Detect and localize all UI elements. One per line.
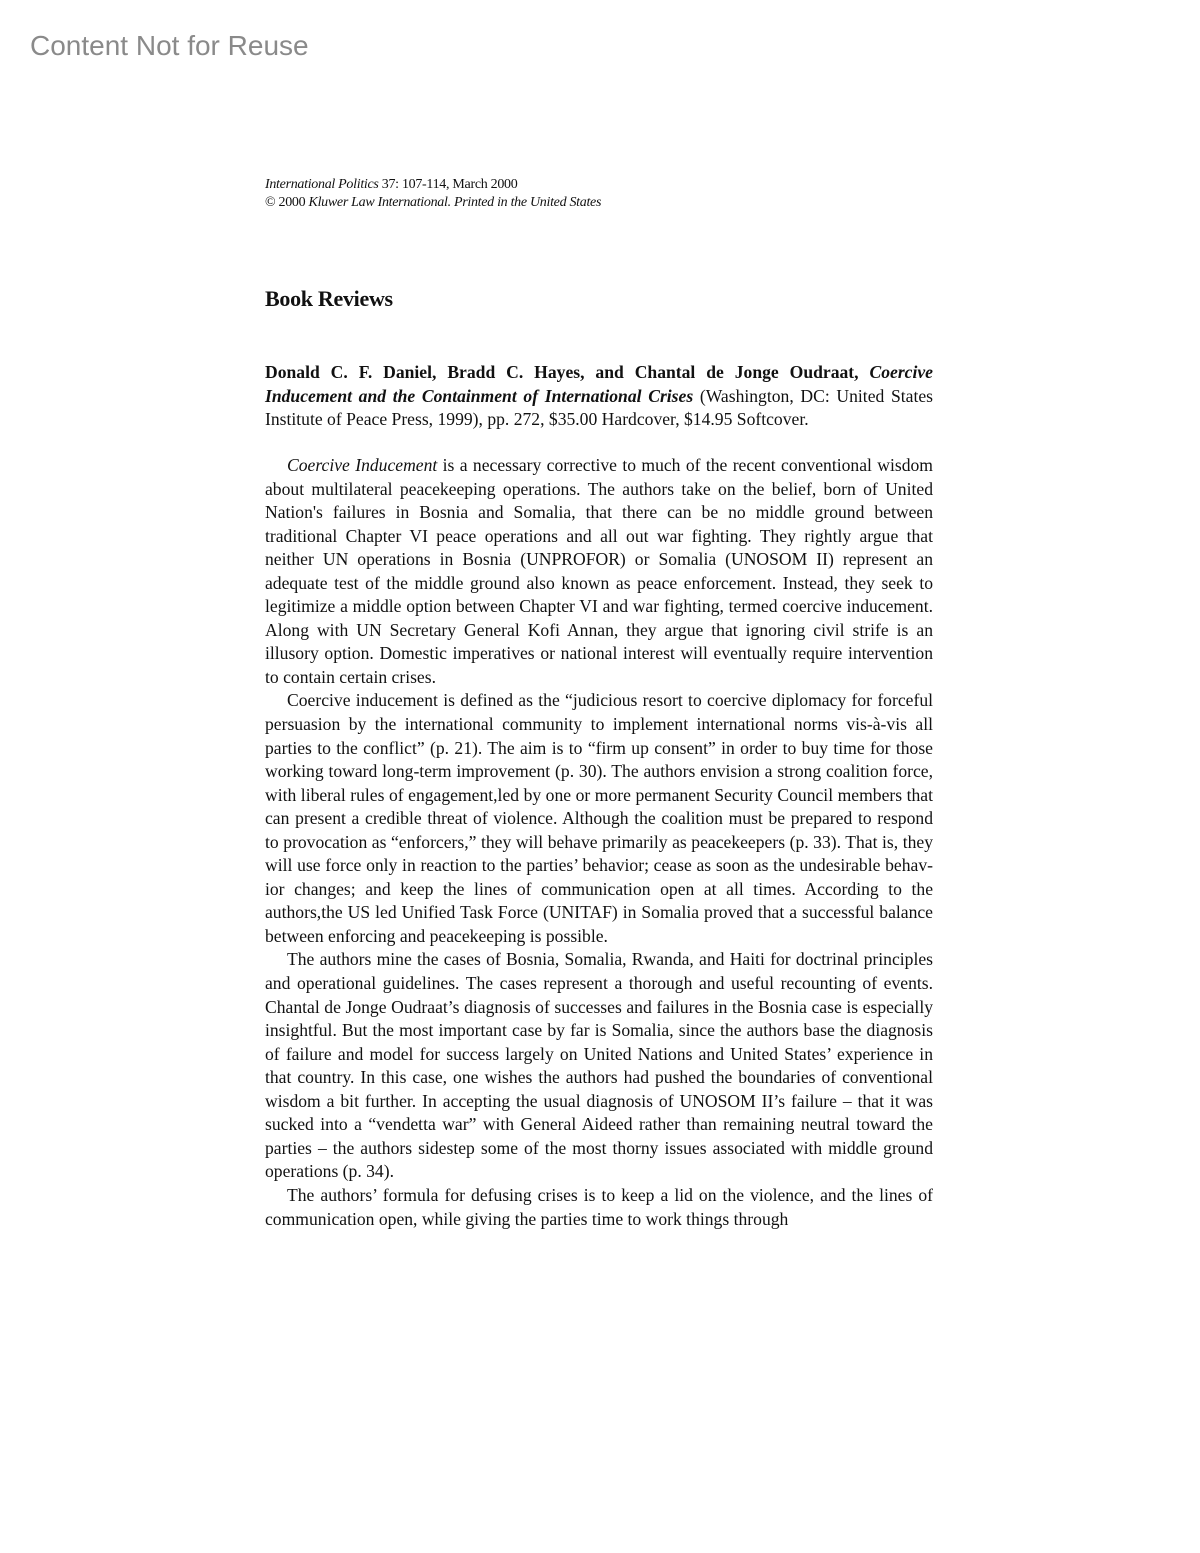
book-publication-info: (Washington, DC: United States Institute of Peace Press, 1999), pp. 272, $35.00 Hardcover, $14.95 Softcover. bbox=[265, 385, 933, 430]
watermark: Content Not for Reuse bbox=[30, 30, 309, 61]
journal-citation-line bbox=[265, 176, 601, 194]
copyright-year: © 2000 bbox=[265, 195, 309, 210]
review-body bbox=[265, 454, 933, 1231]
review-paragraph-4: The authors’ formula for defusing crises is to keep a lid on the violence, and the lines of communication open, while giving the parties time to work things through bbox=[265, 1184, 933, 1229]
review-paragraph-1 bbox=[265, 454, 933, 689]
review-paragraph-1-text: is a necessary corrective to much of the recent conventional wisdom about multilateral peacekeeping operations. The authors take on the belief, born of United Nation's failures in Bosnia and Somalia, that there can be no middle ground between traditional Chapter VI peace operations and all out war fighting. They rightly argue that neither UN operations in Bosnia (UNPROFOR) or Somalia (UNOSOM II) represent an adequate test of the middle ground also known as peace enforcement. Instead, they seek to legitimize a middle option between Chapter VI and war fighting, termed coercive inducement. Along with UN Secretary General Kofi Annan, they argue that ignoring civil strife is an illusory option. Domestic imperatives or national interest will eventually require intervention to contain certain crises. bbox=[265, 455, 933, 687]
copyright-line bbox=[265, 194, 601, 212]
journal-header bbox=[265, 176, 601, 212]
review-paragraph-1-italic: Coercive Inducement bbox=[287, 455, 438, 475]
book-citation bbox=[265, 361, 933, 432]
journal-volume-pages: 37: 107-114, March 2000 bbox=[378, 177, 518, 192]
section-title: Book Reviews bbox=[265, 286, 393, 311]
review-paragraph-3: The authors mine the cases of Bosnia, Somalia, Rwanda, and Haiti for doctrinal principles and operational guidelines. The cases represent a thorough and useful recounting of events. Chantal de Jonge Oudraat’s diagnosis of successes and failures in the Bosnia case is especially insightful. But the most important case by far is Somalia, since the authors base the diagnosis of failure and model for success largely on United Nations and United States’ experience in that country. In this case, one wishes the authors had pushed the boundaries of conventional wisdom a bit further. In accepting the usual diagnosis of UNOSOM II’s failure – that it was sucked into a “vendetta war” with General Aideed rather than remaining neutral toward the parties – the authors sidestep some of the most thorny issues associated with middle ground operations (p. 34). bbox=[265, 949, 933, 1182]
journal-name: International Politics bbox=[265, 177, 379, 192]
publisher-line: Kluwer Law International. Printed in the United States bbox=[308, 195, 602, 210]
book-authors: Donald C. F. Daniel, Bradd C. Hayes, and Chantal de Jonge Oudraat, bbox=[265, 362, 859, 382]
review-paragraph-2: Coercive inducement is defined as the “judicious resort to coercive diplomacy for forceful persuasion by the international community to implement international norms vis-à-vis all parties to the conflict” (p. 21). The aim is to “firm up consent” in order to buy time for those working toward long-term improvement (p. 30). The authors envision a strong coalition force, with liberal rules of engagement,led by one or more permanent Security Council members that can present a credible threat of violence. Although the coalition must be prepared to respond to provocation as “enforcers,” they will behave primarily as peacekeepers (p. 33). That is, they will use force only in reaction to the parties’ behavior; cease as soon as the undesirable behavior changes; and keep the lines of communication open at all times. According to the authors,the US led Unified Task Force (UNITAF) in Somalia proved that a successful balance between enforcing and peacekeeping is possible. bbox=[265, 690, 933, 946]
book-title: Coercive Inducement and the Containment of International Crises bbox=[265, 362, 933, 406]
